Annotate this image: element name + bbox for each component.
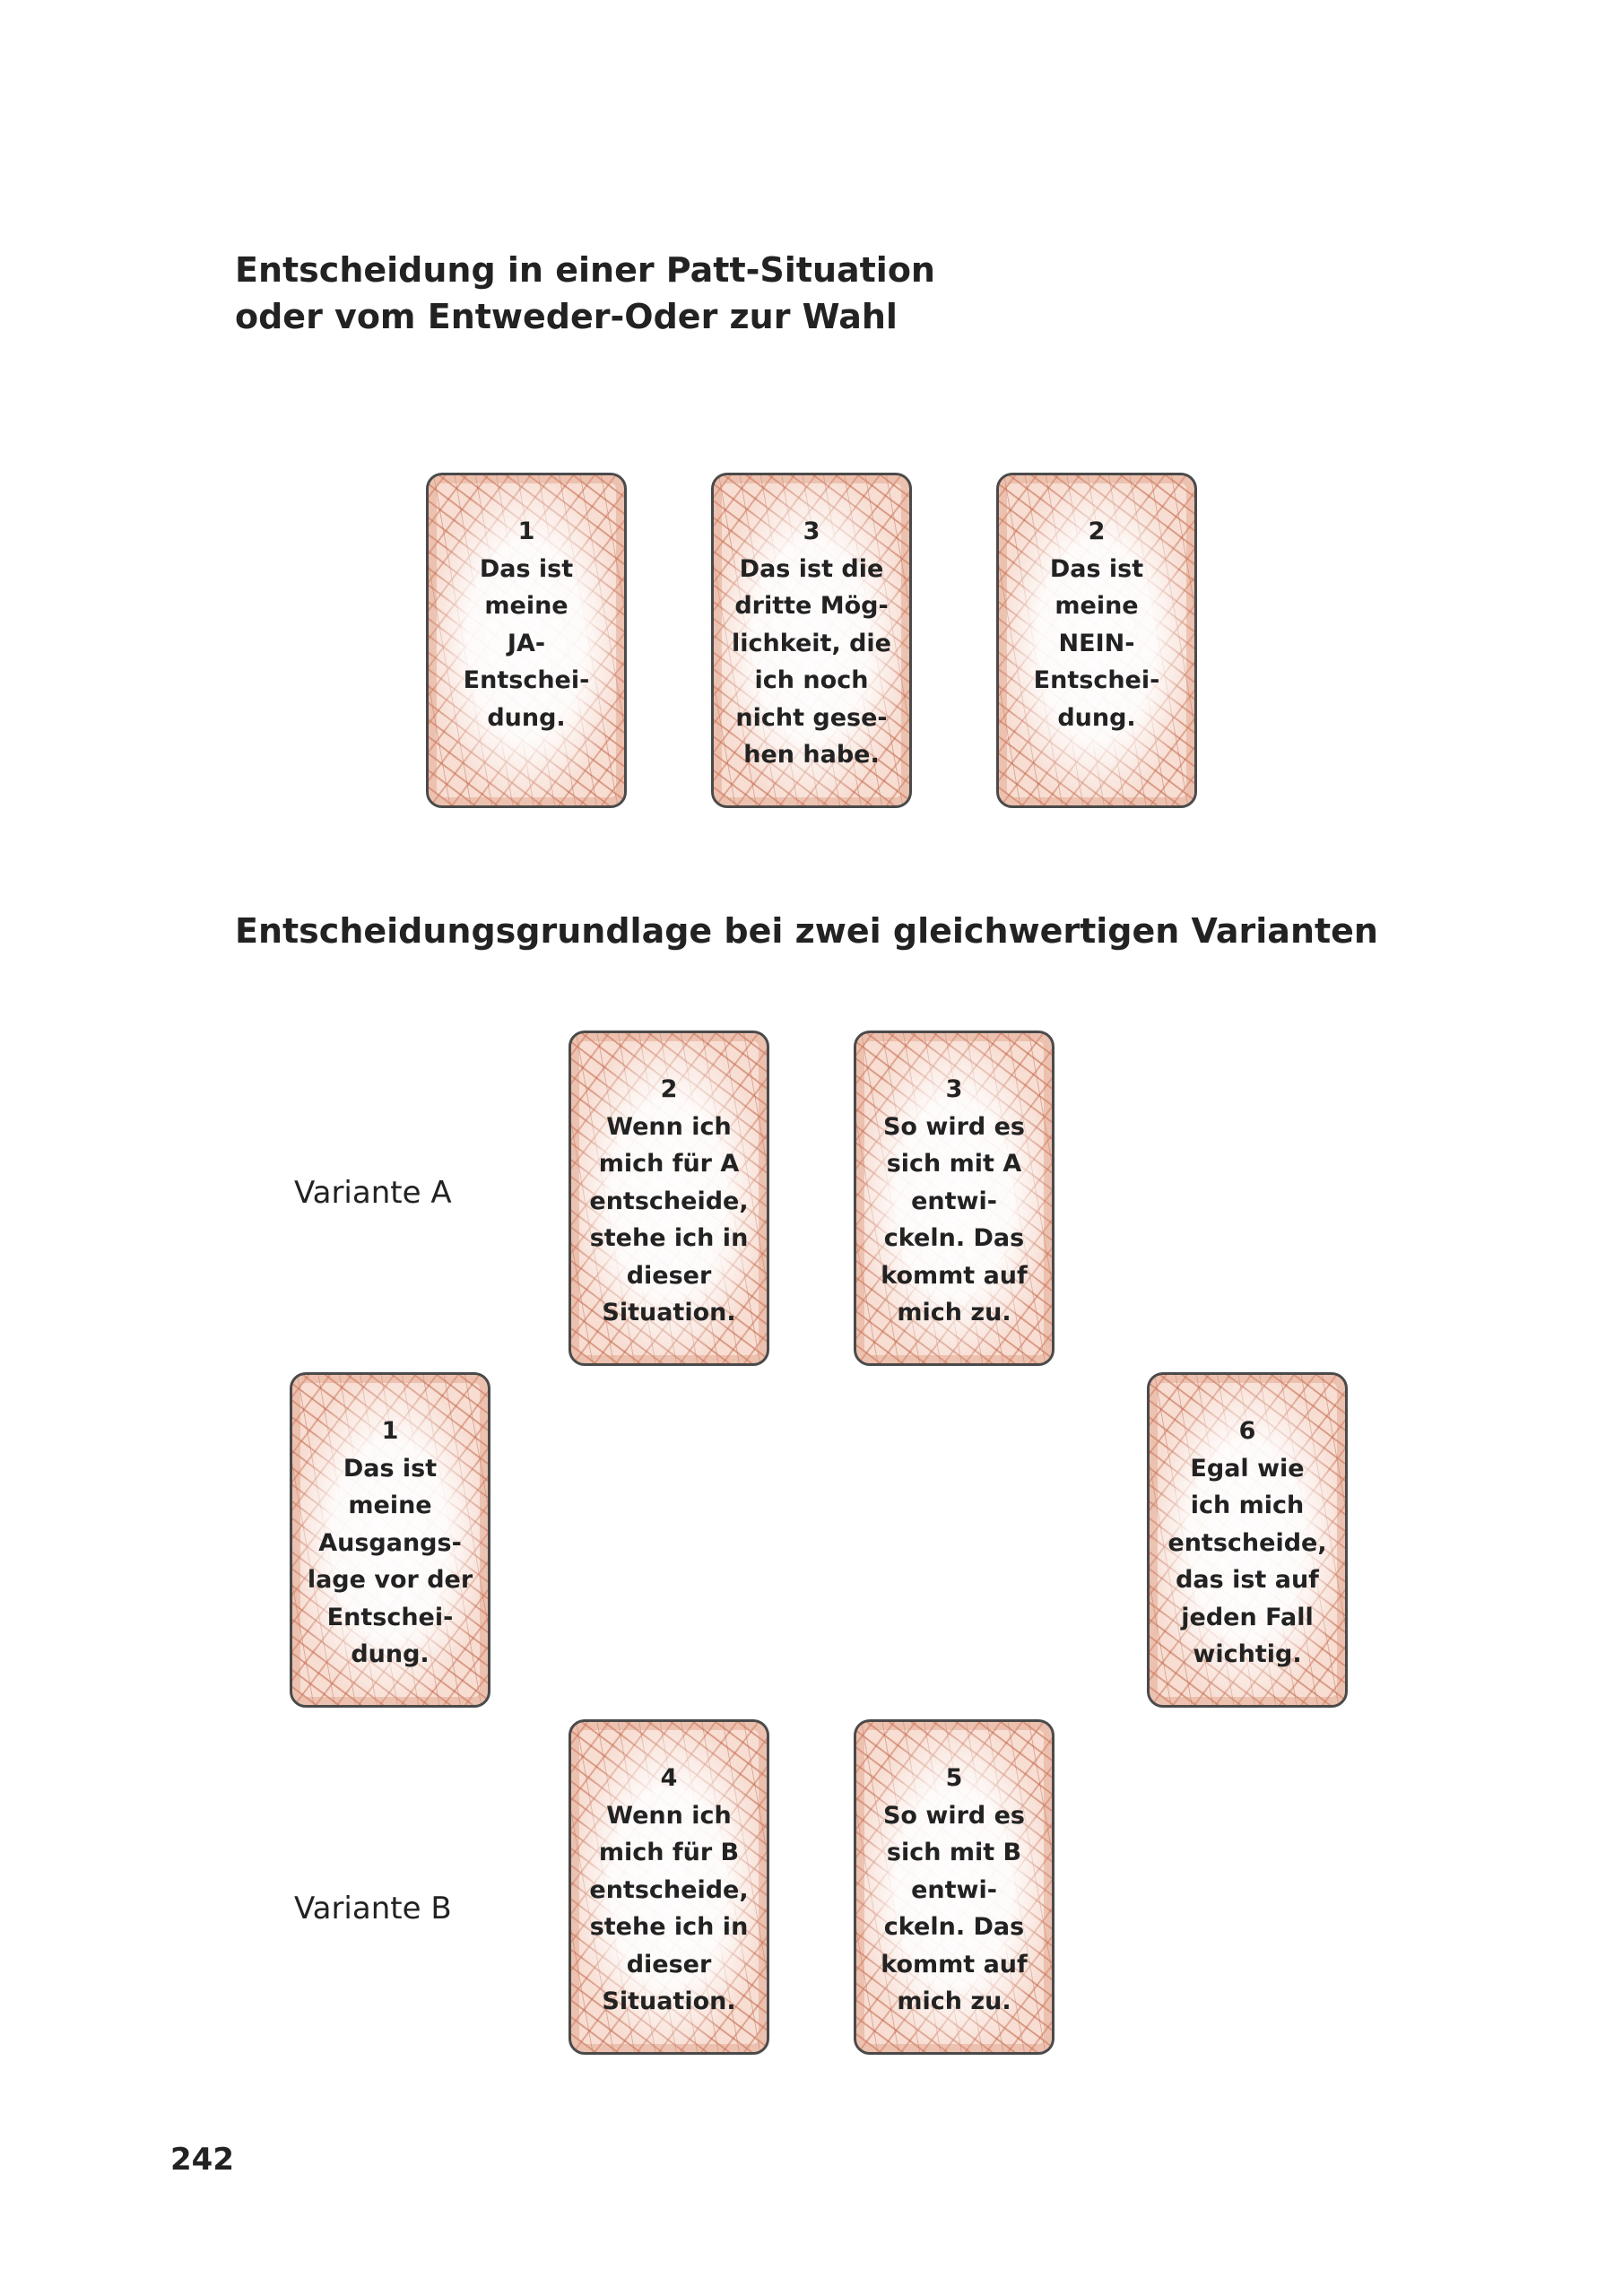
card-patt-2	[996, 473, 1197, 808]
card-line: Wenn ich	[606, 1112, 732, 1141]
card-line: dung.	[351, 1640, 430, 1668]
card-line: NEIN-	[1058, 629, 1135, 657]
card-line: entwi-	[911, 1187, 997, 1215]
card-line: 4	[660, 1764, 678, 1792]
card-line: meine	[484, 592, 568, 620]
card-line: Das ist	[479, 554, 574, 583]
card-line: Entschei-	[463, 666, 590, 694]
card-line: kommt auf	[881, 1950, 1028, 1979]
card-line: dung.	[1057, 703, 1136, 732]
section-1-title-line-2: oder vom Entweder-Oder zur Wahl	[235, 297, 898, 336]
section-1-title-line-1: Entscheidung in einer Patt-Situation	[235, 250, 935, 290]
card-line: ckeln. Das	[883, 1224, 1025, 1252]
card-variant-1	[290, 1372, 490, 1708]
card-variant-4	[568, 1719, 769, 2055]
card-line: Entschei-	[1033, 666, 1160, 694]
card-line: 5	[945, 1764, 963, 1792]
card-line: Egal wie	[1190, 1454, 1305, 1483]
card-line: lage vor der	[307, 1566, 473, 1594]
card-line: Wenn ich	[606, 1801, 732, 1830]
card-line: ckeln. Das	[883, 1913, 1025, 1941]
card-line: So wird es	[882, 1112, 1026, 1141]
variant-b-label: Variante B	[294, 1891, 452, 1926]
card-line: 1	[381, 1417, 399, 1445]
card-line: nicht gese-	[735, 703, 888, 732]
card-variant-3	[854, 1031, 1055, 1366]
section-2-title-line-1: Entscheidungsgrundlage bei zwei gleichwertigen Varianten	[235, 911, 1378, 951]
card-line: das ist auf	[1176, 1566, 1319, 1594]
card-variant-6	[1147, 1372, 1348, 1708]
card-line: 6	[1238, 1417, 1256, 1445]
card-line: jeden Fall	[1181, 1603, 1314, 1631]
card-line: dritte Mög-	[734, 592, 889, 620]
card-line: hen habe.	[743, 741, 880, 769]
card-line: wichtig.	[1193, 1640, 1302, 1668]
card-line: 2	[660, 1075, 678, 1103]
card-line: mich für B	[598, 1839, 740, 1866]
page-number: 242	[170, 2142, 234, 2178]
card-line: dieser	[626, 1950, 712, 1979]
card-line: mich für A	[598, 1150, 740, 1178]
card-line: stehe ich in	[589, 1913, 749, 1941]
card-variant-5	[854, 1719, 1055, 2055]
card-line: Situation.	[602, 1987, 736, 2015]
card-patt-3	[711, 473, 912, 808]
card-line: Das ist	[343, 1454, 438, 1483]
card-line: meine	[348, 1492, 432, 1519]
card-line: 3	[803, 517, 820, 545]
section-2-title	[235, 908, 1378, 954]
card-line: ich noch	[754, 666, 869, 694]
card-line: Situation.	[602, 1299, 736, 1326]
card-line: mich zu.	[897, 1299, 1011, 1326]
card-line: entscheide,	[589, 1875, 749, 1904]
card-line: sich mit A	[886, 1150, 1022, 1178]
card-line: kommt auf	[881, 1261, 1028, 1290]
card-line: ich mich	[1190, 1492, 1305, 1519]
section-1-title	[235, 247, 935, 340]
card-line: entscheide,	[589, 1187, 749, 1215]
card-line: entscheide,	[1167, 1528, 1327, 1557]
card-line: meine	[1055, 592, 1139, 620]
card-line: mich zu.	[897, 1987, 1011, 2015]
card-line: dung.	[487, 703, 566, 732]
card-line: JA-	[507, 629, 546, 657]
card-line: Das ist	[1049, 554, 1144, 583]
card-line: 3	[945, 1075, 963, 1103]
card-line: stehe ich in	[589, 1224, 749, 1252]
card-variant-2	[568, 1031, 769, 1366]
card-line: Ausgangs-	[318, 1528, 462, 1557]
card-line: entwi-	[911, 1875, 997, 1904]
card-line: lichkeit, die	[732, 629, 891, 657]
card-patt-1	[426, 473, 627, 808]
card-line: Das ist die	[739, 554, 884, 583]
card-line: 2	[1088, 517, 1106, 545]
card-line: 1	[517, 517, 535, 545]
card-line: dieser	[626, 1261, 712, 1290]
variant-a-label: Variante A	[294, 1175, 452, 1211]
card-line: Entschei-	[326, 1603, 454, 1631]
card-line: sich mit B	[886, 1839, 1022, 1866]
card-line: So wird es	[882, 1801, 1026, 1830]
